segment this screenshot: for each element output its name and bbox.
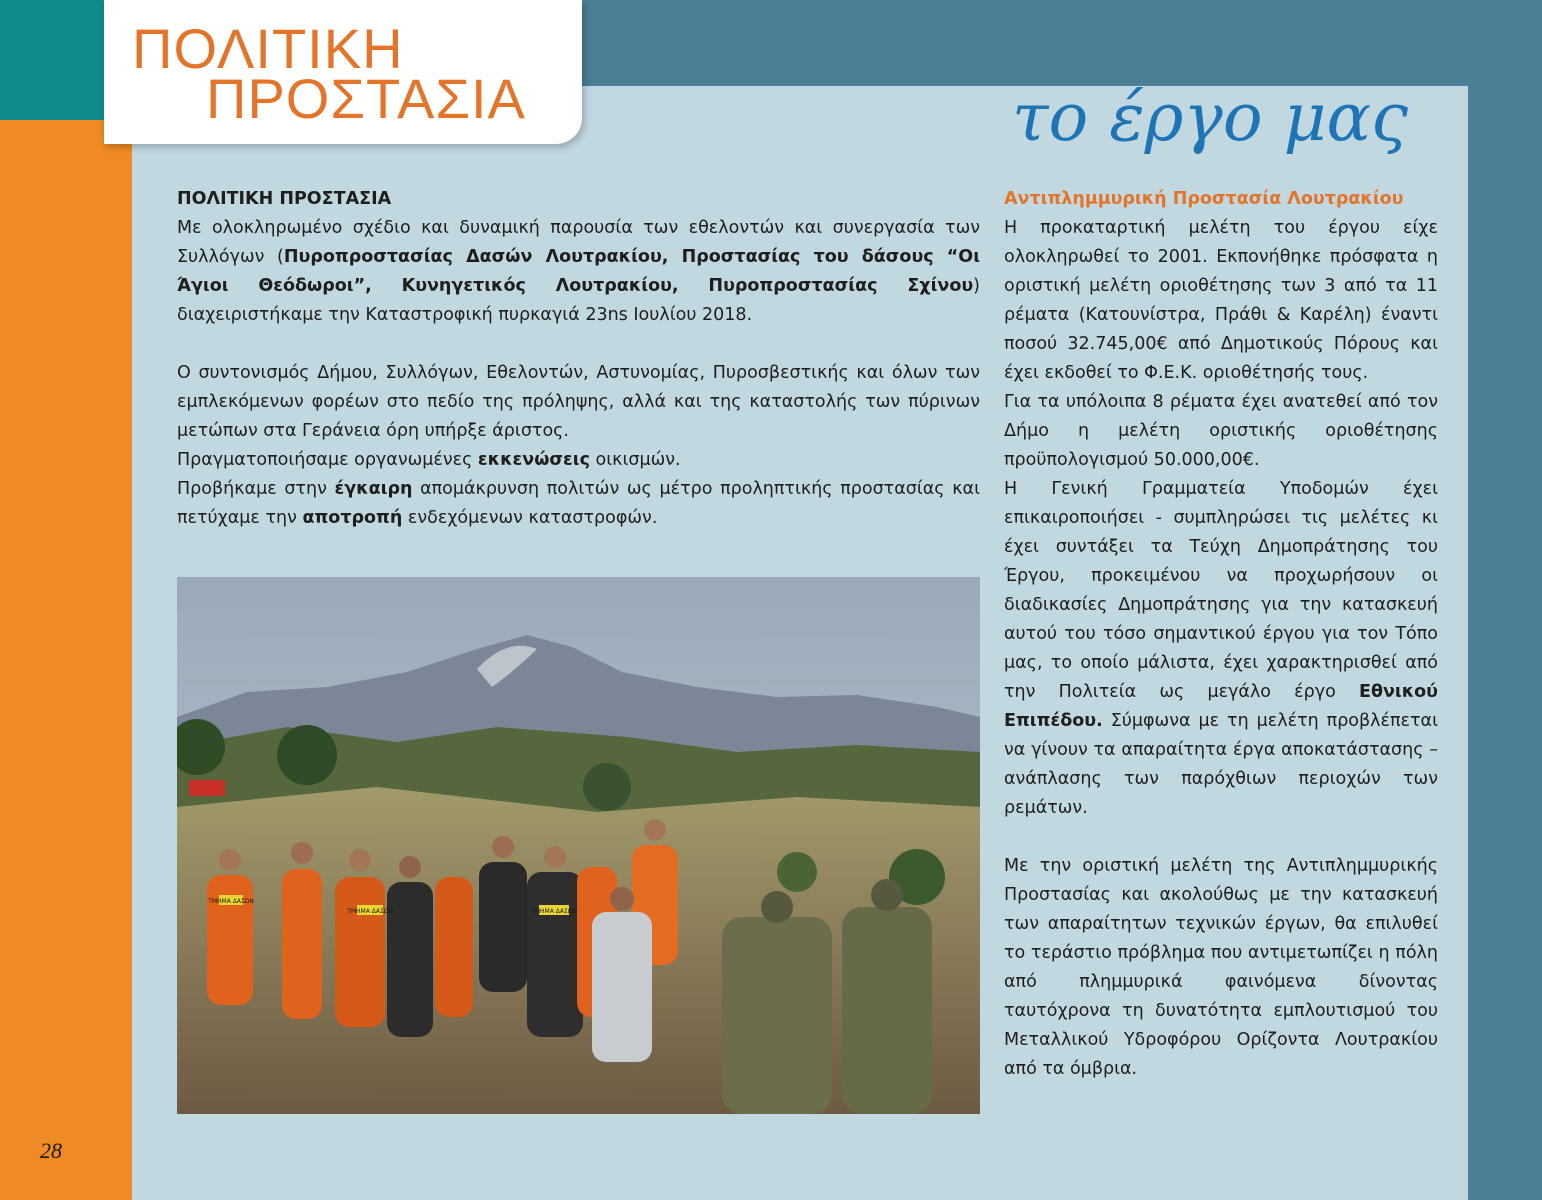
text-run: Σύμφωνα με τη μελέτη προβλέπεται να γίνουν τα απαραίτητα έργα αποκατάστασης – ανάπλασης των παρόχθιων περιοχών των ρεμάτων. xyxy=(1004,711,1438,818)
vest-label: ΤΜΗΜΑ ΔΑΣΩΝ xyxy=(531,908,577,915)
right-heading: Αντιπλημμυρική Προστασία Λουτρακίου xyxy=(1004,189,1404,209)
orange-side-band xyxy=(0,120,132,1200)
wildfire-crew-photo xyxy=(177,577,980,1114)
left-paragraph-2: Ο συντονισμός Δήμου, Συλλόγων, Εθελοντών, Αστυνομίας, Πυροσβεστικής και όλων των εμπλεκόμενων φορέων στο πεδίο της πρόληψης, αλλά και της καταστολής των πύρινων μετώπων στα Γεράνεια όρη υπήρξε άριστος. xyxy=(177,363,980,441)
bold-run: εκκενώσεις xyxy=(477,450,590,470)
section-title xyxy=(132,17,526,130)
bold-run: Εθνικού Επιπέδου. xyxy=(1004,682,1438,731)
bold-run: έγκαιρη xyxy=(334,479,413,499)
page-number: 28 xyxy=(40,1138,62,1163)
text-run: Πραγματοποιήσαμε οργανωμένες xyxy=(177,450,478,470)
right-paragraph-3 xyxy=(1004,475,1438,823)
bold-run: Πυροπροστασίας Δασών Λουτρακίου, Προστασίας του δάσους “Οι Άγιοι Θεόδωροι”, Κυνηγετικός Λουτρακίου, Πυροπροστασίας Σχίνου xyxy=(177,247,981,296)
text-run: ενδεχόμενων καταστροφών. xyxy=(402,508,658,528)
left-paragraph-4 xyxy=(177,475,980,533)
text-run: Προβήκαμε στην xyxy=(177,479,335,499)
left-column xyxy=(177,185,980,533)
right-paragraph-1: Η προκαταρτική μελέτη του έργου είχε ολοκληρωθεί το 2001. Εκπονήθηκε πρόσφατα η οριστική μελέτη οριοθέτησης των 3 από τα 11 ρέματα (Κατουνίστρα, Πράθι & Καρέλη) έναντι ποσού 32.745,00€ από Δημοτικούς Πόρους και έχει εκδοθεί το Φ.Ε.Κ. οριοθέτησής τους. xyxy=(1004,218,1438,383)
photo-illustration xyxy=(177,577,980,1114)
right-paragraph-4: Με την οριστική μελέτη της Αντιπλημμυρικής Προστασίας και ακολούθως με την κατασκευή των απαραίτητων τεχνικών έργων, θα επιλυθεί το τεράστιο πρόβλημα που αντιμετωπίζει η πόλη από πλημμυρικά φαινόμενα δίνοντας ταυτόχρονα τη δυνατότητα εμπλουτισμού του Μεταλλικού Υδροφόρου Ορίζοντα Λουτρακίου από τα όμβρια. xyxy=(1004,856,1438,1079)
left-heading: ΠΟΛΙΤΙΚΗ ΠΡΟΣΤΑΣΙΑ xyxy=(177,189,392,209)
text-run: ) διαχειριστήκαμε την Καταστροφική πυρκαγιά 23ns Ιουλίου 2018. xyxy=(177,276,980,325)
vest-label: ΤΜΗΜΑ ΔΑΣΩΝ xyxy=(347,908,393,915)
left-paragraph-1 xyxy=(177,214,980,330)
right-column xyxy=(1004,185,1438,1084)
text-run: Η Γενική Γραμματεία Υποδομών έχει επικαιροποιήσει - συμπληρώσει τις μελέτες κι έχει συντάξει τα Τεύχη Δημοπράτησης του Έργου, προκειμένου να προχωρήσουν οι διαδικασίες Δημοπράτησης για την κατασκευή αυτού του τόσο σημαντικού έργου για τον Τόπο μας, το οποίο μάλιστα, έχει χαρακτηρισθεί από την Πολιτεία ως μεγάλο έργο xyxy=(1004,479,1438,702)
section-title-line1: ΠΟΛΙΤΙΚΗ xyxy=(132,17,404,80)
left-paragraph-3 xyxy=(177,446,980,475)
bold-run: αποτροπή xyxy=(302,508,403,528)
vest-label: ΤΜΗΜΑ ΔΑΣΩΝ xyxy=(208,898,254,905)
text-run: απομάκρυνση πολιτών ως μέτρο προληπτικής προστασίας και πετύχαμε την xyxy=(177,479,981,528)
script-heading: το έργο μας xyxy=(1011,79,1409,156)
section-title-line2: ΠΡΟΣΤΑΣΙΑ xyxy=(206,67,526,130)
text-run: Με ολοκληρωμένο σχέδιο και δυναμική παρουσία των εθελοντών και συνεργασία των Συλλόγων ( xyxy=(177,218,980,267)
section-header-card xyxy=(104,0,582,144)
text-run: οικισμών. xyxy=(589,450,681,470)
right-paragraph-2: Για τα υπόλοιπα 8 ρέματα έχει ανατεθεί από τον Δήμο η μελέτη οριστικής οριοθέτησης προϋπολογισμού 50.000,00€. xyxy=(1004,392,1438,470)
